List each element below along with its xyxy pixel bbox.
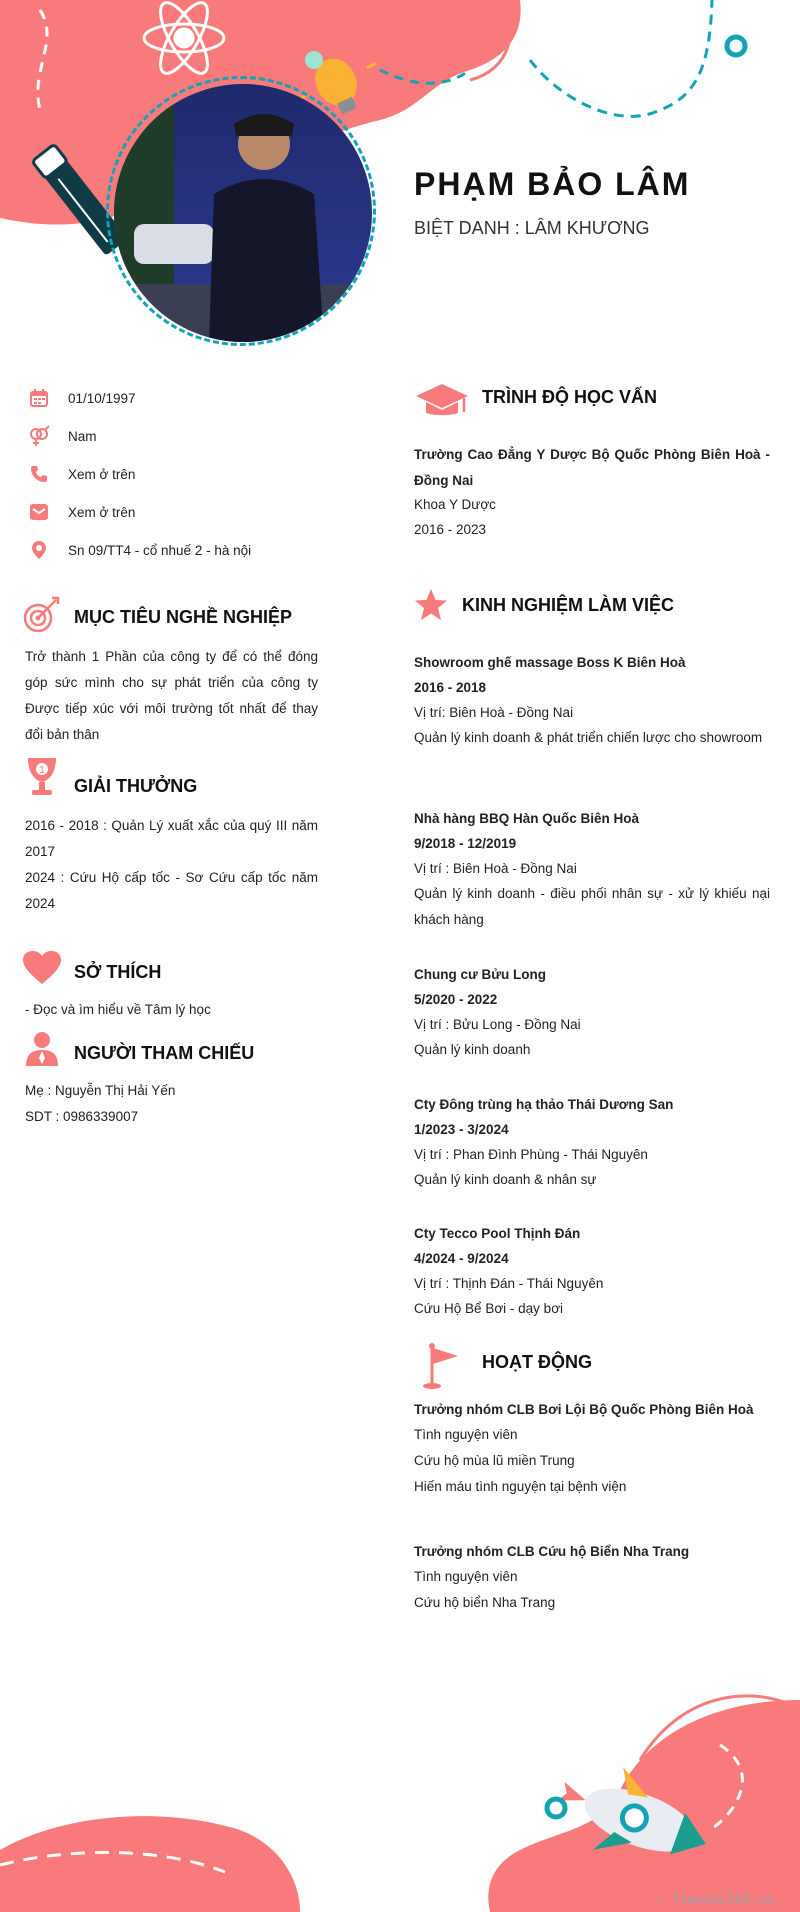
activity-heading: Trưởng nhóm CLB Cứu hộ Biển Nha Trang [414,1544,690,1559]
activity-group [414,1397,770,1500]
job-period: 9/2018 - 12/2019 [414,836,517,851]
gender-text: Nam [68,428,97,444]
job-description: Cứu Hộ Bể Bơi - dạy bơi [414,1301,564,1316]
awards-title: GIẢI THƯỞNG [74,776,198,796]
phone-icon [28,463,50,485]
job-company: Cty Đông trùng hạ thảo Thái Dương San [414,1097,674,1112]
job-company: Showroom ghế massage Boss K Biên Hoà [414,655,686,670]
education-title: TRÌNH ĐỘ HỌC VẤN [482,387,657,407]
person-icon [22,1030,62,1070]
job-description: Quản lý kinh doanh & nhân sự [414,1172,597,1187]
contact-birthday [28,386,136,410]
activity-group [414,1539,770,1616]
activity-line: Tình nguyện viên [414,1427,518,1442]
job-period: 4/2024 - 9/2024 [414,1251,509,1266]
job-description: Quản lý kinh doanh & phát triển chiến lược cho showroom [414,730,763,745]
award-item: 2024 : Cứu Hộ cấp tốc - Sơ Cứu cấp tốc năm 2024 [25,870,318,911]
email-icon [28,501,50,523]
job-company: Nhà hàng BBQ Hàn Quốc Biên Hoà [414,811,640,826]
job-entry [414,650,770,751]
contact-address [28,538,251,562]
activity-heading: Trưởng nhóm CLB Bơi Lội Bộ Quốc Phòng Biên Hoà [414,1402,754,1417]
graduation-cap-icon [414,380,470,420]
activities-title: HOẠT ĐỘNG [482,1352,592,1372]
target-icon [22,596,62,636]
education-years: 2016 - 2023 [414,522,487,537]
reference-line: Mẹ : Nguyễn Thị Hải Yến [25,1083,176,1098]
watermark-text: Timviec365.vn [672,1893,774,1908]
job-company: Chung cư Bửu Long [414,967,547,982]
address-text: Sn 09/TT4 - cổ nhuế 2 - hà nội [68,542,252,558]
activity-line: Hiến máu tình nguyện tại bệnh viện [414,1479,627,1494]
email-text: Xem ở trên [68,504,136,520]
reference-line: SDT : 0986339007 [25,1109,139,1124]
job-position: Vị trí : Bửu Long - Đồng Nai [414,1017,581,1032]
job-period: 2016 - 2018 [414,680,487,695]
watermark: ∴ Timviec365.vn [656,1893,774,1908]
location-pin-icon [28,539,50,561]
trophy-icon [22,756,62,796]
heart-icon [22,950,62,990]
contact-phone [28,462,135,486]
activity-line: Cứu hộ biển Nha Trang [414,1595,556,1610]
candidate-name: PHẠM BẢO LÂM [414,166,691,202]
calendar-icon [28,387,50,409]
avatar [114,84,372,342]
job-period: 5/2020 - 2022 [414,992,498,1007]
job-position: Vị trí : Biên Hoà - Đồng Nai [414,861,577,876]
career-goal-title: MỤC TIÊU NGHỀ NGHIỆP [74,607,293,627]
job-description: Quản lý kinh doanh [414,1042,531,1057]
activity-line: Tình nguyện viên [414,1569,518,1584]
hobbies-title: SỞ THÍCH [74,962,162,982]
phone-text: Xem ở trên [68,466,136,482]
job-position: Vị trí: Biên Hoà - Đồng Nai [414,705,574,720]
job-entry [414,1221,770,1321]
education-school: Trường Cao Đẳng Y Dược Bộ Quốc Phòng Biên Hoà - Đồng Nai [414,447,770,488]
star-icon [414,588,448,622]
birthday-text: 01/10/1997 [68,390,136,406]
education-faculty: Khoa Y Dược [414,497,496,512]
job-period: 1/2023 - 3/2024 [414,1122,509,1137]
job-position: Vị trí : Thịnh Đán - Thái Nguyên [414,1276,604,1291]
hobbies-text: - Đọc và ìm hiểu về Tâm lý học [25,1002,211,1017]
job-position: Vị trí : Phan Đình Phùng - Thái Nguyên [414,1147,648,1162]
job-entry [414,1092,770,1192]
references-title: NGƯỜI THAM CHIẾU [74,1043,255,1063]
experience-title: KINH NGHIỆM LÀM VIỆC [462,595,675,615]
svg-text:1: 1 [39,765,45,776]
job-entry [414,962,770,1062]
award-item: 2016 - 2018 : Quản Lý xuất xắc của quý III năm 2017 [25,818,318,859]
contact-email [28,500,135,524]
contact-gender [28,424,97,448]
job-description: Quản lý kinh doanh - điều phối nhân sự - xử lý khiếu nại khách hàng [414,886,770,927]
job-entry [414,806,770,933]
activity-line: Cứu hộ mùa lũ miền Trung [414,1453,575,1468]
job-company: Cty Tecco Pool Thịnh Đán [414,1226,581,1241]
gender-icon [28,425,50,447]
flag-icon [420,1342,460,1390]
career-goal-text: Trở thành 1 Phần của công ty để có thể đóng góp sức mình cho sự phát triển của công ty Được tiếp xúc với môi trường tốt nhất để thay đổi bản thân [25,649,318,742]
nickname: BIỆT DANH : LÂM KHƯƠNG [414,218,650,238]
